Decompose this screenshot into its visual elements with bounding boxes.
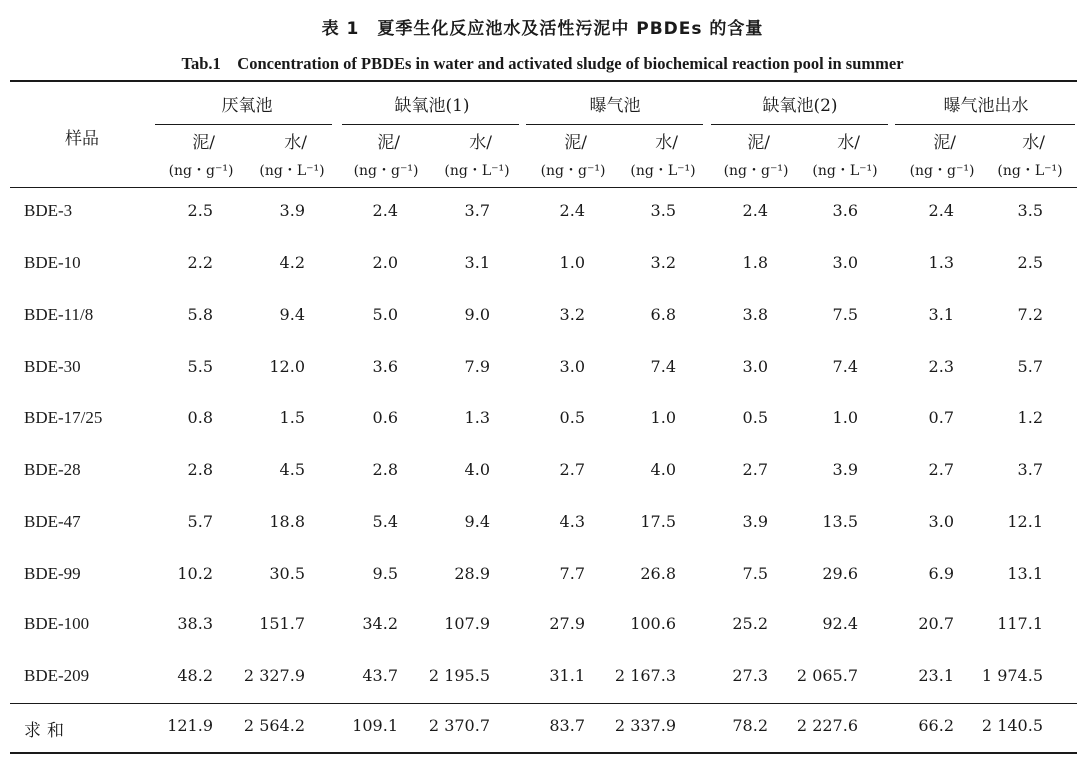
table-cell: 3.9 <box>832 460 858 479</box>
table-cell: 3.5 <box>650 201 676 220</box>
table-cell: 6.9 <box>928 564 954 583</box>
table-cell: 9.4 <box>464 512 490 531</box>
table-cell: 43.7 <box>362 666 398 685</box>
table-cell: 3.9 <box>279 201 305 220</box>
table-cell: 1.2 <box>1017 408 1043 427</box>
table-cell: 2 065.7 <box>796 666 858 685</box>
table-cell: 7.2 <box>1017 305 1043 324</box>
table-cell: 2.4 <box>742 201 768 220</box>
table-cell: 3.1 <box>464 253 490 272</box>
table-cell: 2.7 <box>928 460 954 479</box>
table-cell: 3.6 <box>372 357 398 376</box>
table-cell: 5.0 <box>372 305 398 324</box>
group-header: 曝气池 <box>589 96 641 116</box>
sum-cell: 2 140.5 <box>981 716 1043 735</box>
table-cell: 0.8 <box>187 408 213 427</box>
sum-cell: 109.1 <box>352 716 398 735</box>
table-bottom-rule <box>10 752 1077 754</box>
sludge-unit: (ng・g⁻¹) <box>168 163 234 179</box>
table-cell: 3.2 <box>559 305 585 324</box>
table-cell: 27.9 <box>549 614 585 633</box>
table-cell: 10.2 <box>177 564 213 583</box>
table-cell: 7.7 <box>559 564 585 583</box>
table-cell: 34.2 <box>362 614 398 633</box>
table-cell: 3.2 <box>650 253 676 272</box>
group-header: 曝气池出水 <box>943 96 1029 116</box>
group-underline <box>342 124 519 125</box>
sum-cell: 2 337.9 <box>614 716 676 735</box>
table-cell: 2.4 <box>928 201 954 220</box>
table-cell: 3.1 <box>928 305 954 324</box>
water-subheader: 水/ <box>284 133 307 153</box>
table-cell: 30.5 <box>269 564 305 583</box>
table-cell: 1.3 <box>464 408 490 427</box>
table-cell: 5.5 <box>187 357 213 376</box>
table-cell: 2 195.5 <box>428 666 490 685</box>
table-cell: 2.4 <box>372 201 398 220</box>
table-cell: 25.2 <box>732 614 768 633</box>
sum-cell: 66.2 <box>918 716 954 735</box>
water-subheader: 水/ <box>655 133 678 153</box>
sludge-subheader: 泥/ <box>377 133 400 153</box>
table-cell: 3.7 <box>464 201 490 220</box>
table-cell: 31.1 <box>549 666 585 685</box>
table-cell: 9.0 <box>464 305 490 324</box>
row-label: BDE-11/8 <box>24 305 94 324</box>
sludge-subheader: 泥/ <box>564 133 587 153</box>
table-cell: 3.7 <box>1017 460 1043 479</box>
table-cell: 13.5 <box>822 512 858 531</box>
row-label: BDE-47 <box>24 512 81 531</box>
table-cell: 2 327.9 <box>243 666 305 685</box>
table-cell: 1.0 <box>832 408 858 427</box>
table-cell: 7.5 <box>742 564 768 583</box>
table-cell: 7.9 <box>464 357 490 376</box>
group-underline <box>155 124 332 125</box>
table-cell: 2.7 <box>559 460 585 479</box>
water-subheader: 水/ <box>1022 133 1045 153</box>
table-cell: 3.0 <box>559 357 585 376</box>
sludge-unit: (ng・g⁻¹) <box>723 163 789 179</box>
table-cell: 2.3 <box>928 357 954 376</box>
table-cell: 1.8 <box>742 253 768 272</box>
water-subheader: 水/ <box>837 133 860 153</box>
header-bottom-rule <box>10 187 1077 188</box>
table-cell: 0.6 <box>372 408 398 427</box>
sum-cell: 83.7 <box>549 716 585 735</box>
table-cell: 4.0 <box>464 460 490 479</box>
table-cell: 2.2 <box>187 253 213 272</box>
sum-top-rule <box>10 703 1077 704</box>
sum-cell: 121.9 <box>167 716 213 735</box>
table-cell: 4.2 <box>279 253 305 272</box>
sludge-subheader: 泥/ <box>192 133 215 153</box>
table-cell: 1.0 <box>650 408 676 427</box>
sludge-subheader: 泥/ <box>933 133 956 153</box>
row-label: BDE-30 <box>24 357 81 376</box>
sludge-unit: (ng・g⁻¹) <box>909 163 975 179</box>
table-cell: 2.4 <box>559 201 585 220</box>
table-cell: 4.3 <box>559 512 585 531</box>
table-cell: 3.6 <box>832 201 858 220</box>
sum-cell: 2 227.6 <box>796 716 858 735</box>
water-unit: (ng・L⁻¹) <box>444 163 510 179</box>
group-underline <box>711 124 888 125</box>
table-cell: 5.7 <box>187 512 213 531</box>
water-subheader: 水/ <box>469 133 492 153</box>
table-cell: 4.0 <box>650 460 676 479</box>
table-cell: 3.8 <box>742 305 768 324</box>
group-underline <box>895 124 1075 125</box>
group-header: 厌氧池 <box>221 96 273 116</box>
table-cell: 2 167.3 <box>614 666 676 685</box>
row-label: BDE-100 <box>24 614 90 633</box>
table-cell: 0.7 <box>928 408 954 427</box>
row-label: BDE-3 <box>24 201 73 220</box>
table-cell: 2.8 <box>372 460 398 479</box>
table-top-rule <box>10 80 1077 82</box>
table-cell: 7.5 <box>832 305 858 324</box>
water-unit: (ng・L⁻¹) <box>997 163 1063 179</box>
water-unit: (ng・L⁻¹) <box>259 163 325 179</box>
table-cell: 17.5 <box>640 512 676 531</box>
sum-cell: 2 564.2 <box>243 716 305 735</box>
table-cell: 23.1 <box>918 666 954 685</box>
table-cell: 48.2 <box>177 666 213 685</box>
sludge-subheader: 泥/ <box>747 133 770 153</box>
table-cell: 100.6 <box>630 614 676 633</box>
table-cell: 3.9 <box>742 512 768 531</box>
table-cell: 2.7 <box>742 460 768 479</box>
row-label: BDE-17/25 <box>24 408 103 427</box>
table-cell: 1.3 <box>928 253 954 272</box>
sum-row-label: 求和 <box>24 721 70 741</box>
table-cell: 27.3 <box>732 666 768 685</box>
row-label: BDE-99 <box>24 564 81 583</box>
table-cell: 3.0 <box>742 357 768 376</box>
table-cell: 18.8 <box>269 512 305 531</box>
table-cell: 9.5 <box>372 564 398 583</box>
table-cell: 20.7 <box>918 614 954 633</box>
water-unit: (ng・L⁻¹) <box>630 163 696 179</box>
table-cell: 6.8 <box>650 305 676 324</box>
sludge-unit: (ng・g⁻¹) <box>540 163 606 179</box>
table-caption-cn: 表 1 夏季生化反应池水及活性污泥中 PBDEs 的含量 <box>321 19 764 39</box>
table-cell: 0.5 <box>742 408 768 427</box>
table-cell: 3.0 <box>832 253 858 272</box>
table-cell: 26.8 <box>640 564 676 583</box>
table-cell: 28.9 <box>454 564 490 583</box>
sum-cell: 78.2 <box>732 716 768 735</box>
table-cell: 2.8 <box>187 460 213 479</box>
table-cell: 2.5 <box>1017 253 1043 272</box>
table-cell: 107.9 <box>444 614 490 633</box>
table-cell: 1.5 <box>279 408 305 427</box>
table-cell: 3.0 <box>928 512 954 531</box>
sludge-unit: (ng・g⁻¹) <box>353 163 419 179</box>
group-underline <box>526 124 703 125</box>
table-cell: 9.4 <box>279 305 305 324</box>
table-cell: 13.1 <box>1007 564 1043 583</box>
table-cell: 7.4 <box>650 357 676 376</box>
table-cell: 1 974.5 <box>981 666 1043 685</box>
row-label: BDE-209 <box>24 666 90 685</box>
row-label: BDE-10 <box>24 253 81 272</box>
table-cell: 3.5 <box>1017 201 1043 220</box>
table-cell: 92.4 <box>822 614 858 633</box>
table-cell: 12.0 <box>269 357 305 376</box>
table-cell: 117.1 <box>997 614 1043 633</box>
sum-cell: 2 370.7 <box>428 716 490 735</box>
table-cell: 0.5 <box>559 408 585 427</box>
row-label: BDE-28 <box>24 460 81 479</box>
water-unit: (ng・L⁻¹) <box>812 163 878 179</box>
table-cell: 2.0 <box>372 253 398 272</box>
table-cell: 5.8 <box>187 305 213 324</box>
table-cell: 5.4 <box>372 512 398 531</box>
table-cell: 7.4 <box>832 357 858 376</box>
sample-header: 样品 <box>65 129 99 149</box>
table-cell: 38.3 <box>177 614 213 633</box>
table-cell: 2.5 <box>187 201 213 220</box>
table-caption-en: Tab.1 Concentration of PBDEs in water and activated sludge of biochemical reaction pool in summer <box>181 54 904 73</box>
table-cell: 1.0 <box>559 253 585 272</box>
table-cell: 151.7 <box>259 614 305 633</box>
table-cell: 12.1 <box>1007 512 1043 531</box>
table-cell: 4.5 <box>279 460 305 479</box>
table-cell: 5.7 <box>1017 357 1043 376</box>
group-header: 缺氧池(1) <box>394 96 470 116</box>
group-header: 缺氧池(2) <box>762 96 838 116</box>
table-cell: 29.6 <box>822 564 858 583</box>
